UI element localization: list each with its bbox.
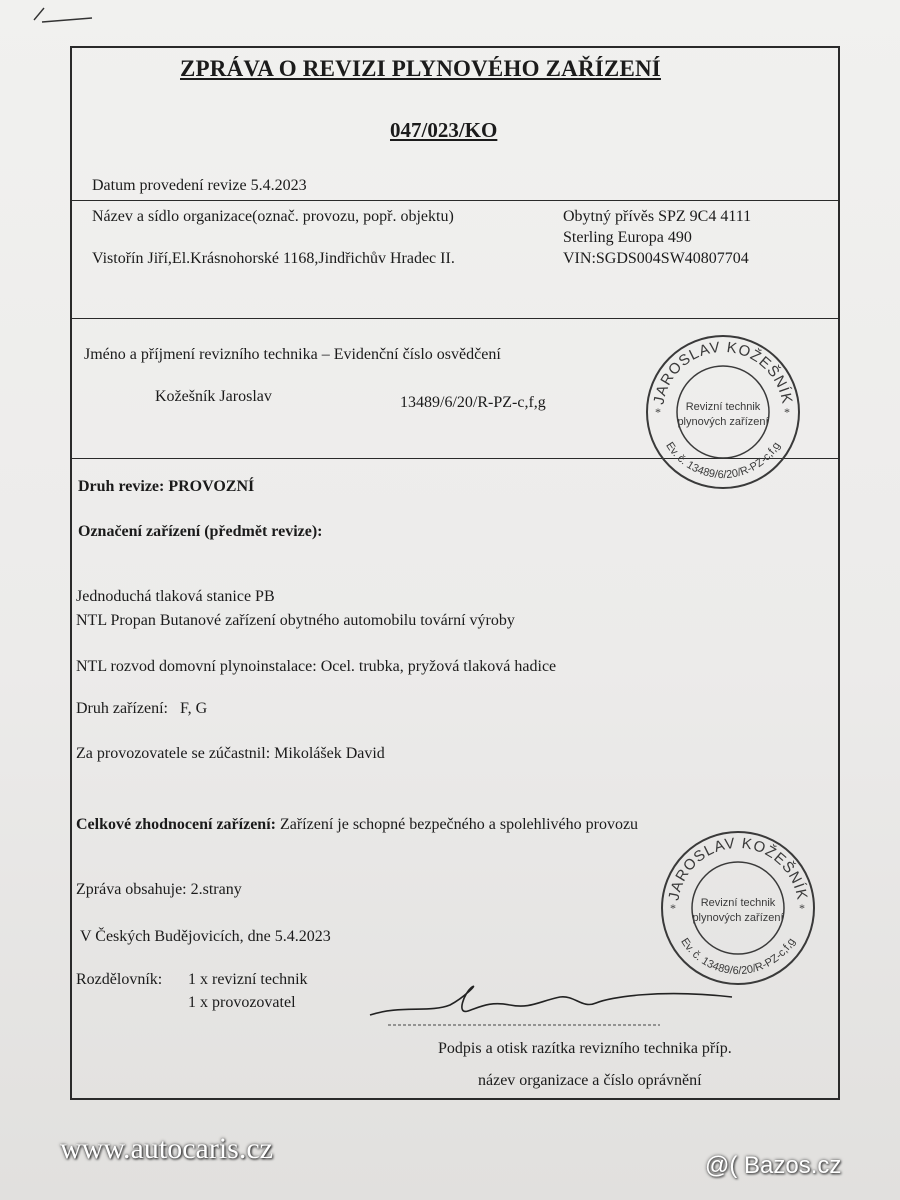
stamp-center-1: Revizní technik [685,401,761,413]
star-icon: * [655,405,661,419]
svg-text:JAROSLAV KOŽEŠNÍK [665,835,810,902]
equipment-kind-label: Druh zařízení: [76,700,168,717]
technician-name: Kožešník Jaroslav [155,388,272,405]
equipment-kind [76,700,207,718]
revision-type-label: Druh revize: [78,478,165,495]
star-icon: * [799,901,805,915]
participant: Za provozovatele se zúčastnil: Mikolášek David [76,745,385,762]
watermark-autocaris: www.autocaris.cz [60,1132,273,1165]
vehicle-vin: VIN:SGDS004SW40807704 [563,250,749,267]
distribution-1: 1 x revizní technik [188,971,308,988]
stamp-center-1: Revizní technik [700,897,776,909]
star-icon: * [784,405,790,419]
distribution-label: Rozdělovník: [76,971,163,988]
stamp-ring-bottom: Ev. č. 13489/6/20/R-PZ-c,f,g [663,440,783,482]
stamp-ring-top: JAROSLAV KOŽEŠNÍK [665,834,811,902]
subject-label: Označení zařízení (předmět revize): [78,523,323,540]
signature [360,975,740,1035]
svg-text:JAROSLAV KOŽEŠNÍK [650,339,795,406]
technician-cert: 13489/6/20/R-PZ-c,f,g [400,394,546,411]
technician-stamp [658,828,818,988]
subject-line-2: NTL Propan Butanové zařízení obytného automobilu tovární výroby [76,612,515,629]
revision-type-value: PROVOZNÍ [168,478,255,495]
organization-label: Název a sídlo organizace(označ. provozu, popř. objektu) [92,208,454,225]
page-count: Zpráva obsahuje: 2.strany [76,881,242,898]
evaluation-label: Celkové zhodnocení zařízení: [76,816,276,833]
stamp-center-2: plynových zařízení [692,912,784,924]
evaluation-value: Zařízení je schopné bezpečného a spolehlivého provozu [279,816,639,833]
stamp-ring-top: JAROSLAV KOŽEŠNÍK [650,338,796,406]
stamp-center-2: plynových zařízení [677,416,769,428]
revision-type [78,478,254,496]
stamp-ring-bottom: Ev. č. 13489/6/20/R-PZ-c,f,g [678,936,798,978]
subject-line-3: NTL rozvod domovní plynoinstalace: Ocel. trubka, pryžová tlaková hadice [76,658,557,675]
vehicle-line-2: Sterling Europa 490 [563,229,692,246]
subject-line-1: Jednoduchá tlaková stanice PB [76,588,275,605]
evaluation [76,816,638,834]
technician-stamp [643,332,803,492]
signature-caption-1: Podpis a otisk razítka revizního technika příp. [438,1040,732,1057]
signature-caption-2: název organizace a číslo oprávnění [478,1072,702,1089]
document-title: ZPRÁVA O REVIZI PLYNOVÉHO ZAŘÍZENÍ [180,56,661,81]
technician-label: Jméno a příjmení revizního technika – Evidenční číslo osvědčení [84,346,501,363]
distribution-2: 1 x provozovatel [188,994,296,1011]
document-number: 047/023/KO [390,118,498,142]
star-icon: * [670,901,676,915]
equipment-kind-value: F, G [179,700,208,717]
organization-value: Vistořín Jiří,El.Krásnohorské 1168,Jindřichův Hradec II. [92,250,455,267]
pen-mark [30,6,100,26]
place-date: V Českých Budějovicích, dne 5.4.2023 [80,928,331,945]
divider [70,200,840,201]
revision-date: Datum provedení revize 5.4.2023 [92,177,307,194]
watermark-bazos: @( Bazos.cz [705,1152,842,1179]
divider [70,318,840,319]
vehicle-line-1: Obytný přívěs SPZ 9C4 4111 [563,208,752,225]
